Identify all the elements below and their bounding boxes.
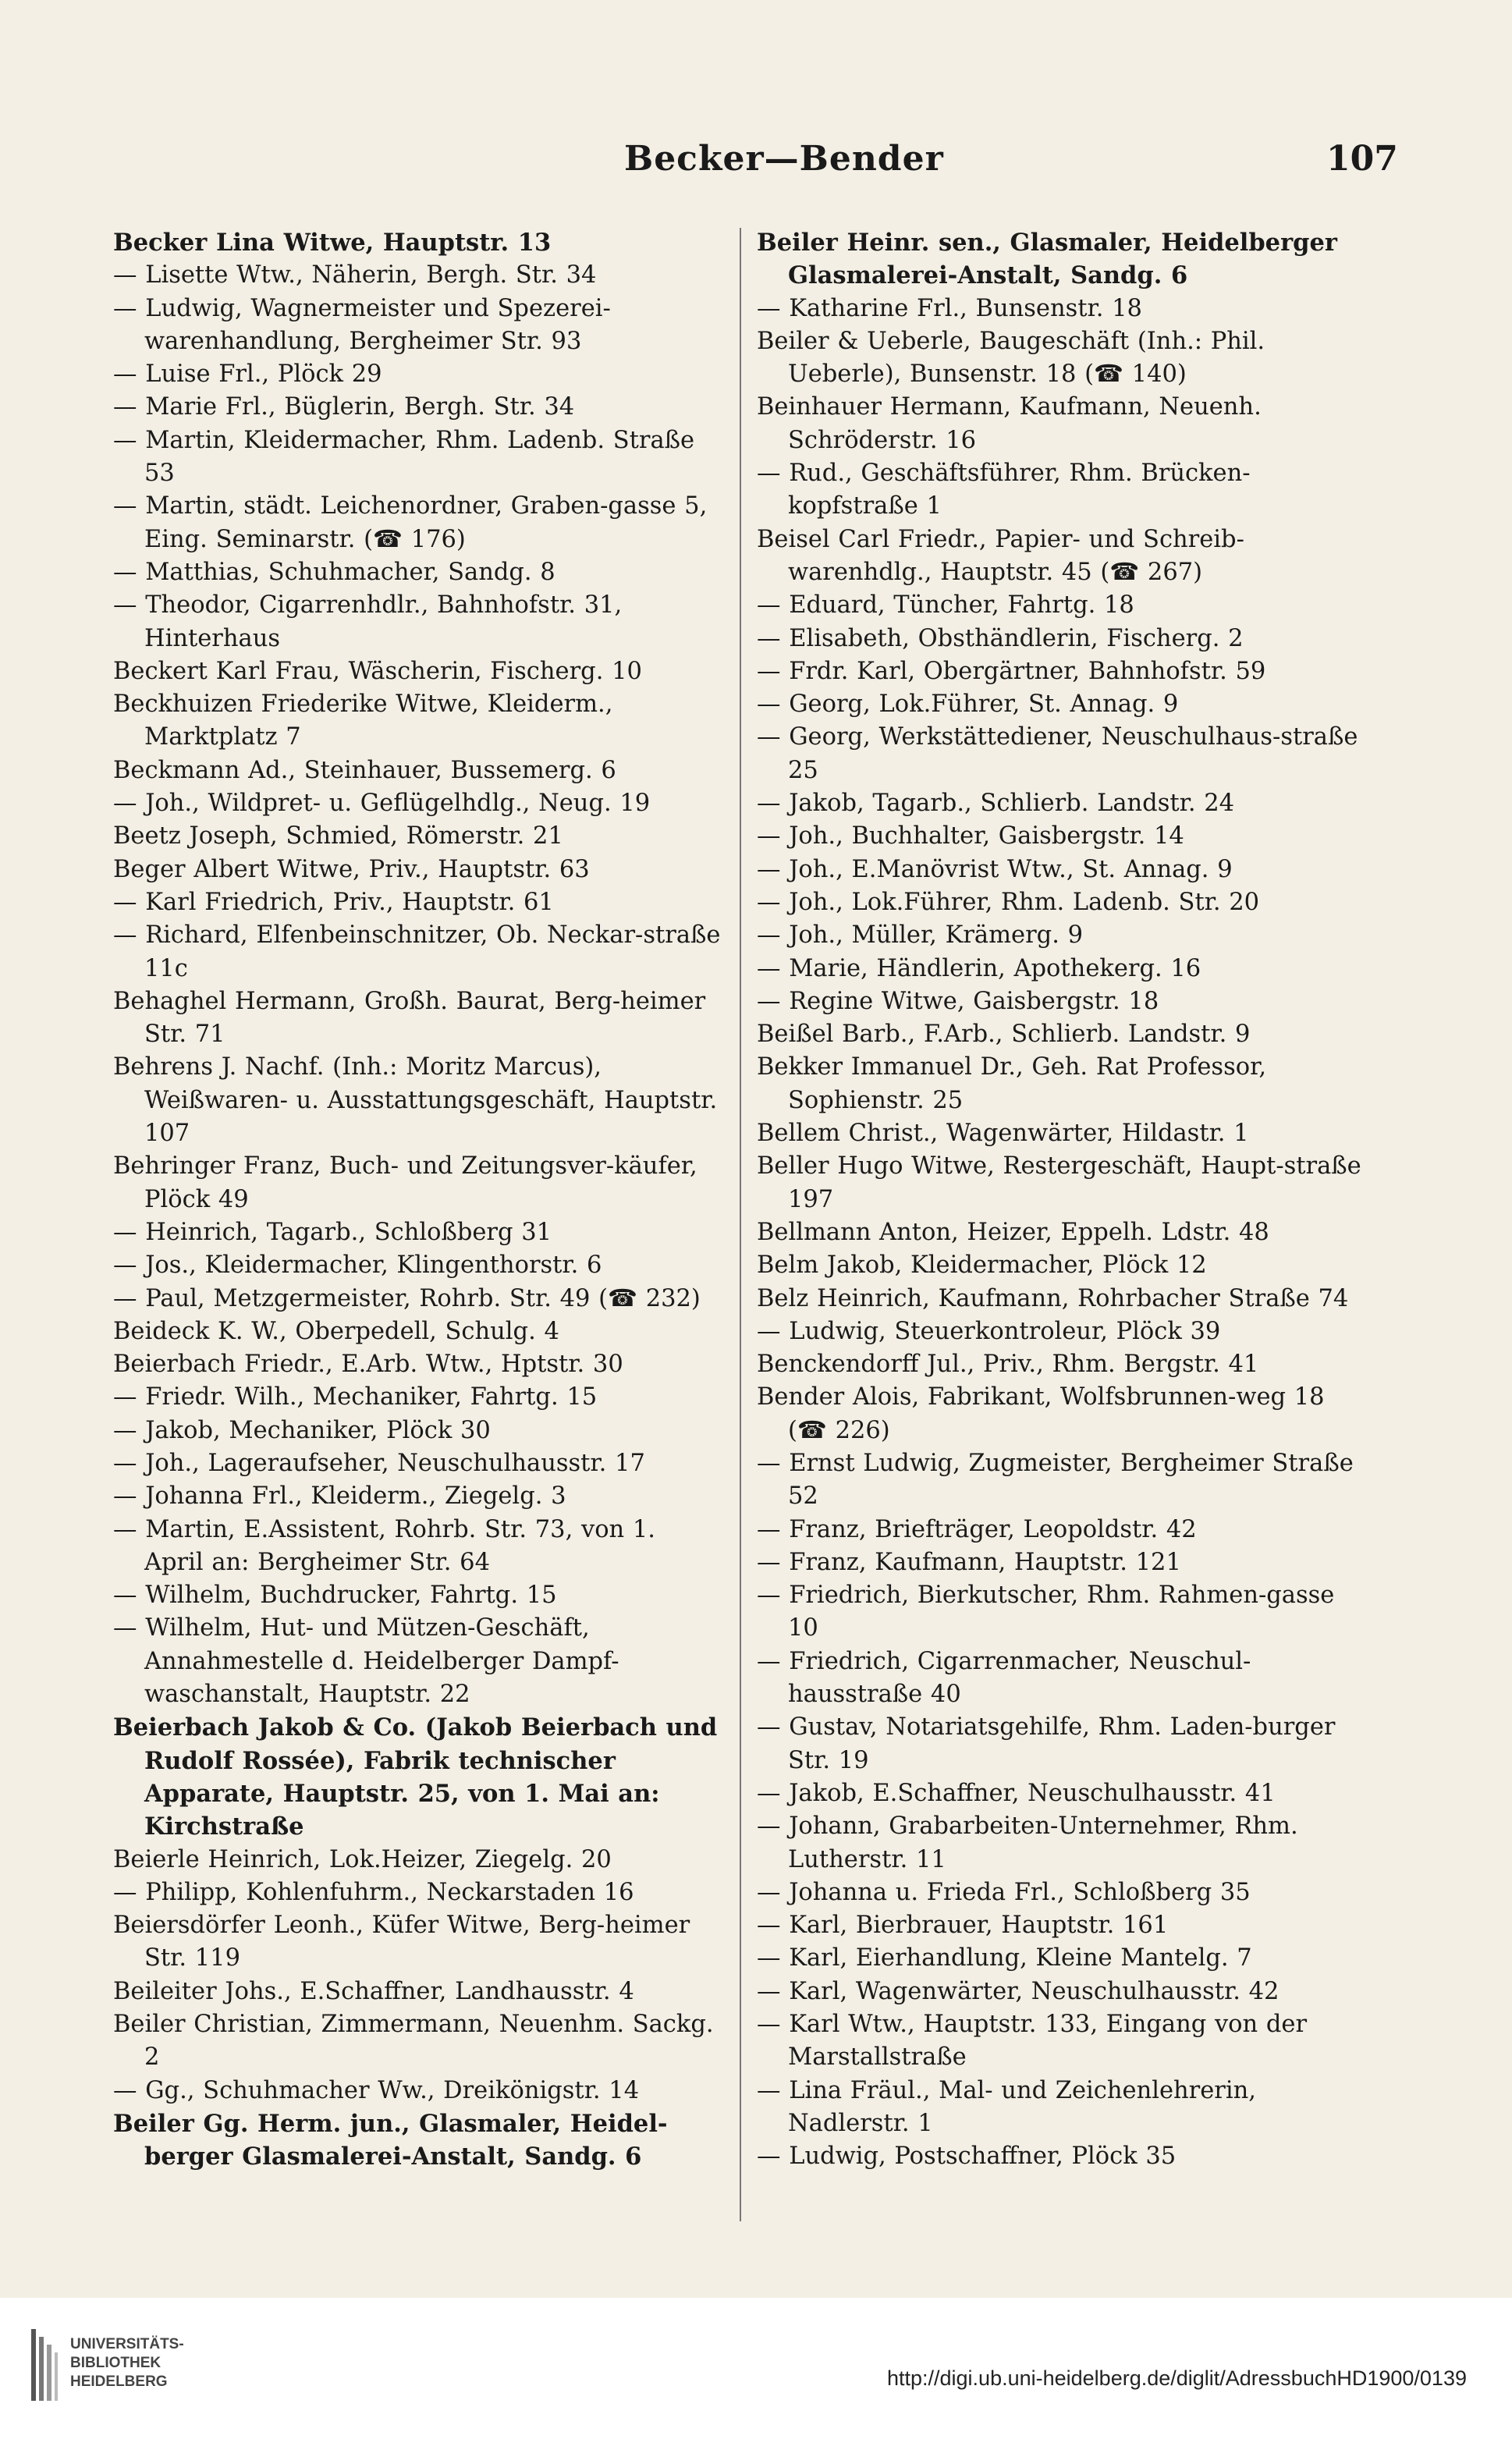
directory-entry: — Joh., Müller, Krämerg. 9 [757, 921, 1083, 950]
directory-entry: — Joh., Lageraufseher, Neuschulhausstr. 17 [113, 1449, 645, 1477]
directory-entry: — Wilhelm, Buchdrucker, Fahrtg. 15 [113, 1582, 557, 1610]
directory-entry: — Joh., Lok.Führer, Rhm. Ladenb. Str. 20 [757, 888, 1260, 916]
directory-entry: Behrens J. Nachf. (Inh.: Moritz Marcus), Weißwaren- u. Ausstattungsgeschäft, Hauptstr. 107 [113, 1053, 718, 1148]
directory-entry: — Ludwig, Postschaffner, Plöck 35 [757, 2143, 1177, 2171]
directory-entry: Bekker Immanuel Dr., Geh. Rat Professor, Sophienstr. 25 [757, 1053, 1267, 1114]
directory-entry: Behaghel Hermann, Großh. Baurat, Berg-heimer Str. 71 [113, 987, 706, 1049]
library-line-3: HEIDELBERG [70, 2373, 168, 2390]
directory-entry: — Philipp, Kohlenfuhrm., Neckarstaden 16 [113, 1878, 634, 1906]
directory-entry: Becker Lina Witwe, Hauptstr. 13 [113, 229, 552, 257]
library-logo [31, 2321, 265, 2415]
directory-entry: Behringer Franz, Buch- und Zeitungsver-käufer, Plöck 49 [113, 1152, 697, 1213]
directory-entry: Bellmann Anton, Heizer, Eppelh. Ldstr. 48 [757, 1218, 1269, 1246]
footer-bar [0, 2298, 1512, 2464]
column-divider [740, 228, 741, 2221]
directory-entry: Beger Albert Witwe, Priv., Hauptstr. 63 [113, 855, 590, 883]
directory-entry: Beierle Heinrich, Lok.Heizer, Ziegelg. 20 [113, 1845, 612, 1873]
directory-entry: — Karl Wtw., Hauptstr. 133, Eingang von der Marstallstraße [757, 2011, 1308, 2072]
directory-entry: — Johanna Frl., Kleiderm., Ziegelg. 3 [113, 1482, 566, 1511]
directory-entry: — Theodor, Cigarrenhdlr., Bahnhofstr. 31, Hinterhaus [113, 591, 623, 652]
directory-entry: Beiler Heinr. sen., Glasmaler, Heidelberger Glasmalerei-Anstalt, Sandg. 6 [757, 229, 1337, 290]
directory-entry: — Friedr. Wilh., Mechaniker, Fahrtg. 15 [113, 1383, 598, 1411]
directory-entry: Beierbach Friedr., E.Arb. Wtw., Hptstr. 30 [113, 1351, 623, 1379]
directory-entry: — Heinrich, Tagarb., Schloßberg 31 [113, 1218, 552, 1246]
directory-entry: Beileiter Johs., E.Schaffner, Landhausstr. 4 [113, 1977, 634, 2005]
directory-entry: — Martin, Kleidermacher, Rhm. Ladenb. Straße 53 [113, 426, 695, 488]
directory-entry: Beiler Christian, Zimmermann, Neuenhm. Sackg. 2 [113, 2011, 714, 2072]
directory-entry: Belm Jakob, Kleidermacher, Plöck 12 [757, 1252, 1207, 1280]
directory-entry: Beiler Gg. Herm. jun., Glasmaler, Heidel-berger Glasmalerei-Anstalt, Sandg. 6 [113, 2109, 668, 2171]
directory-entry: — Lisette Wtw., Näherin, Bergh. Str. 34 [113, 261, 597, 289]
directory-entry: — Joh., Buchhalter, Gaisbergstr. 14 [757, 822, 1184, 850]
directory-entry: — Paul, Metzgermeister, Rohrb. Str. 49 (☎ 232) [113, 1284, 701, 1312]
directory-entry: — Marie Frl., Büglerin, Bergh. Str. 34 [113, 393, 575, 421]
library-logo-icon [31, 2329, 58, 2401]
library-line-1: UNIVERSITÄTS- [70, 2336, 184, 2352]
source-url[interactable]: http://digi.ub.uni-heidelberg.de/diglit/AdressbuchHD1900/0139 [886, 2366, 1467, 2390]
directory-entry: Bender Alois, Fabrikant, Wolfsbrunnen-weg 18 (☎ 226) [757, 1383, 1325, 1444]
directory-entry: — Joh., E.Manövrist Wtw., St. Annag. 9 [757, 855, 1233, 883]
directory-entry: — Ernst Ludwig, Zugmeister, Bergheimer Straße 52 [757, 1449, 1354, 1511]
directory-entry: — Jakob, Mechaniker, Plöck 30 [113, 1416, 491, 1444]
directory-entry: — Marie, Händlerin, Apothekerg. 16 [757, 954, 1201, 982]
directory-entry: — Franz, Kaufmann, Hauptstr. 121 [757, 1548, 1181, 1576]
directory-entry: Beinhauer Hermann, Kaufmann, Neuenh. Schröderstr. 16 [757, 393, 1262, 454]
left-column [113, 226, 722, 2174]
directory-entry: — Georg, Lok.Führer, St. Annag. 9 [757, 691, 1179, 719]
directory-entry: Beierbach Jakob & Co. (Jakob Beierbach und Rudolf Rossée), Fabrik technischer Apparate, Hauptstr. 25, von 1. Mai an: Kirchstraße [113, 1713, 718, 1841]
directory-entry: Benckendorff Jul., Priv., Rhm. Bergstr. 41 [757, 1351, 1259, 1379]
directory-entry: — Elisabeth, Obsthändlerin, Fischerg. 2 [757, 624, 1244, 652]
directory-entry: Beißel Barb., F.Arb., Schlierb. Landstr. 9 [757, 1021, 1251, 1049]
directory-entry: Beckert Karl Frau, Wäscherin, Fischerg. 10 [113, 657, 642, 685]
directory-entry: Beiersdörfer Leonh., Küfer Witwe, Berg-heimer Str. 119 [113, 1912, 690, 1972]
right-column [757, 226, 1365, 2174]
directory-entry: — Jos., Kleidermacher, Klingenthorstr. 6 [113, 1252, 602, 1280]
directory-entry: — Karl, Bierbrauer, Hauptstr. 161 [757, 1912, 1169, 1940]
directory-entry: — Regine Witwe, Gaisbergstr. 18 [757, 987, 1159, 1015]
directory-entry: — Gg., Schuhmacher Ww., Dreikönigstr. 14 [113, 2076, 640, 2104]
directory-entry: — Karl, Wagenwärter, Neuschulhausstr. 42 [757, 1977, 1280, 2005]
directory-entry: — Friedrich, Cigarrenmacher, Neuschul-hausstraße 40 [757, 1647, 1251, 1709]
directory-entry: Bellem Christ., Wagenwärter, Hildastr. 1 [757, 1120, 1249, 1148]
page-header [0, 139, 1512, 186]
directory-entry: — Frdr. Karl, Obergärtner, Bahnhofstr. 59 [757, 657, 1266, 685]
directory-entry: Belz Heinrich, Kaufmann, Rohrbacher Straße 74 [757, 1284, 1349, 1312]
library-name [70, 2335, 184, 2391]
directory-entry: — Eduard, Tüncher, Fahrtg. 18 [757, 591, 1134, 620]
directory-entry: — Rud., Geschäftsführer, Rhm. Brücken-kopfstraße 1 [757, 460, 1251, 520]
directory-entry: — Ludwig, Steuerkontroleur, Plöck 39 [757, 1317, 1221, 1345]
directory-entry: Beiler & Ueberle, Baugeschäft (Inh.: Phil. Ueberle), Bunsenstr. 18 (☎ 140) [757, 327, 1265, 389]
directory-entry: — Franz, Briefträger, Leopoldstr. 42 [757, 1515, 1197, 1543]
directory-entry: — Jakob, Tagarb., Schlierb. Landstr. 24 [757, 790, 1235, 818]
directory-entry: — Katharine Frl., Bunsenstr. 18 [757, 294, 1142, 322]
directory-entry: — Martin, E.Assistent, Rohrb. Str. 73, von 1. April an: Bergheimer Str. 64 [113, 1515, 655, 1576]
directory-entry: Beisel Carl Friedr., Papier- und Schreib-warenhdlg., Hauptstr. 45 (☎ 267) [757, 525, 1244, 586]
directory-entry: — Luise Frl., Plöck 29 [113, 360, 382, 389]
directory-entry: — Richard, Elfenbeinschnitzer, Ob. Neckar-straße 11c [113, 921, 721, 982]
directory-entry: — Johanna u. Frieda Frl., Schloßberg 35 [757, 1878, 1251, 1906]
directory-entry: — Johann, Grabarbeiten-Unternehmer, Rhm. Lutherstr. 11 [757, 1812, 1298, 1873]
directory-entry: Beckmann Ad., Steinhauer, Bussemerg. 6 [113, 756, 616, 784]
directory-entry: — Georg, Werkstättediener, Neuschulhaus-straße 25 [757, 723, 1358, 784]
directory-entry: — Martin, städt. Leichenordner, Graben-gasse 5, Eing. Seminarstr. (☎ 176) [113, 492, 708, 553]
library-line-2: BIBLIOTHEK [70, 2355, 161, 2371]
directory-entry: — Karl, Eierhandlung, Kleine Mantelg. 7 [757, 1944, 1252, 1972]
directory-entry: — Ludwig, Wagnermeister und Spezerei-warenhandlung, Bergheimer Str. 93 [113, 294, 611, 355]
page-number: 107 [1326, 139, 1398, 179]
directory-entry: — Lina Fräul., Mal- und Zeichenlehrerin, Nadlerstr. 1 [757, 2076, 1256, 2137]
directory-entry: Beller Hugo Witwe, Restergeschäft, Haupt-straße 197 [757, 1152, 1361, 1213]
directory-entry: Beckhuizen Friederike Witwe, Kleiderm., Marktplatz 7 [113, 691, 613, 751]
directory-entry: — Wilhelm, Hut- und Mützen-Geschäft, Annahmestelle d. Heidelberger Dampf-waschanstalt, Hauptstr. 22 [113, 1614, 619, 1709]
directory-entry: Beideck K. W., Oberpedell, Schulg. 4 [113, 1317, 559, 1345]
directory-entry: Beetz Joseph, Schmied, Römerstr. 21 [113, 822, 563, 850]
directory-entry: — Friedrich, Bierkutscher, Rhm. Rahmen-gasse 10 [757, 1582, 1335, 1642]
directory-entry: — Matthias, Schuhmacher, Sandg. 8 [113, 558, 555, 586]
directory-entry: — Joh., Wildpret- u. Geflügelhdlg., Neug. 19 [113, 790, 651, 818]
directory-entry: — Gustav, Notariatsgehilfe, Rhm. Laden-burger Str. 19 [757, 1713, 1336, 1774]
directory-entry: — Karl Friedrich, Priv., Hauptstr. 61 [113, 888, 554, 916]
directory-entry: — Jakob, E.Schaffner, Neuschulhausstr. 41 [757, 1779, 1276, 1807]
running-title: Becker—Bender [624, 139, 944, 179]
